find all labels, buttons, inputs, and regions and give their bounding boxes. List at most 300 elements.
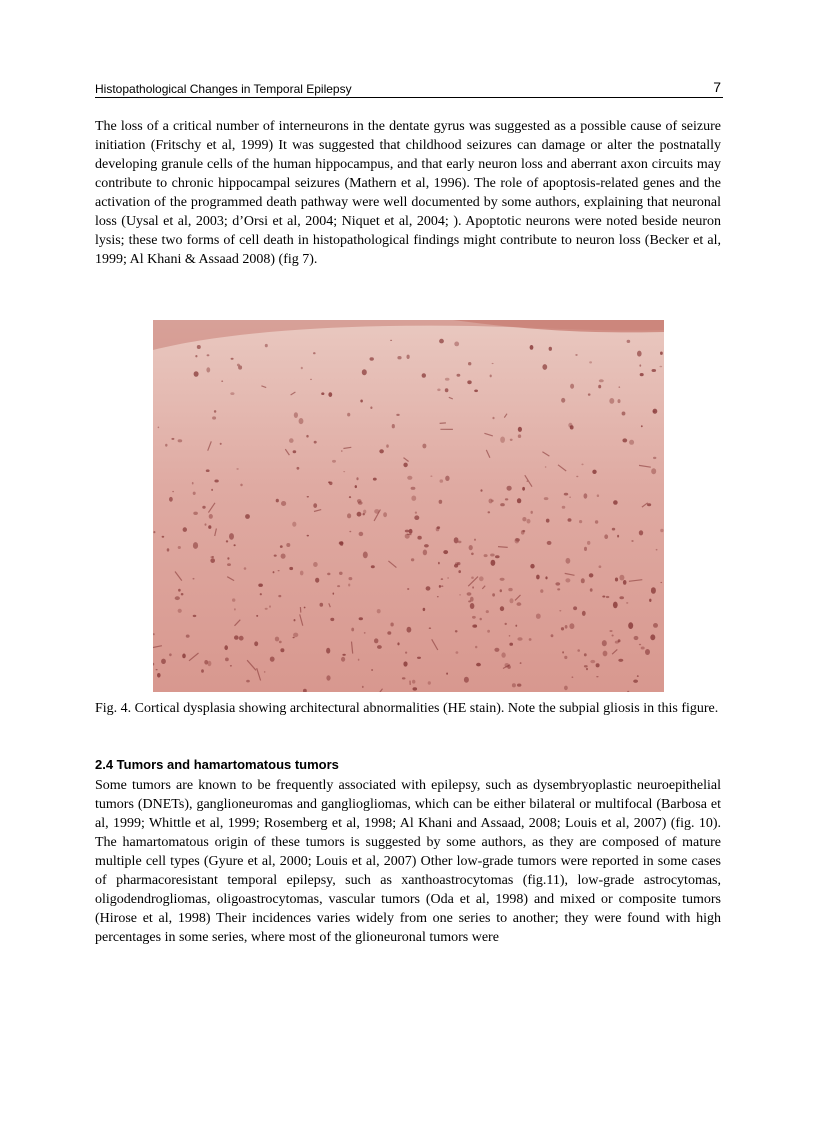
nucleus [246,680,250,683]
nucleus [639,644,641,646]
nucleus [206,469,210,472]
nucleus [307,496,309,497]
nucleus [487,630,490,633]
nucleus [472,616,476,619]
nucleus [618,639,621,642]
nucleus [584,493,588,498]
nucleus [581,578,585,583]
nucleus [494,648,499,652]
nucleus [231,358,234,360]
nucleus [443,550,448,554]
nucleus [341,450,343,452]
nucleus [239,636,244,641]
nucleus [468,362,471,365]
nucleus [210,558,215,563]
nucleus [281,554,286,559]
nucleus [492,417,494,420]
nucleus [236,468,238,469]
nucleus [292,522,296,527]
nucleus [622,412,626,416]
nucleus [310,379,312,380]
nucleus [355,485,357,488]
nucleus [564,686,568,691]
nucleus [464,677,469,683]
nucleus [479,576,484,581]
nucleus [445,378,450,381]
nucleus [505,498,508,500]
nucleus [510,439,513,441]
nucleus [402,677,406,679]
nucleus [615,578,618,582]
nucleus [522,517,526,521]
nucleus [467,380,471,384]
nucleus [587,541,590,545]
nucleus [430,476,432,477]
nucleus [480,618,482,621]
nucleus [628,622,633,629]
section-heading: 2.4 Tumors and hamartomatous tumors [95,757,339,772]
nucleus [413,687,418,690]
nucleus [579,520,582,523]
nucleus [590,660,595,663]
nucleus [281,501,286,506]
nucleus [280,648,284,652]
nucleus [417,657,421,659]
nucleus [660,352,663,355]
nucleus [645,649,650,655]
nucleus [529,638,532,641]
nucleus [500,578,505,581]
nucleus [588,393,591,395]
nucleus [229,533,234,540]
nucleus [171,438,174,440]
nucleus [313,562,318,567]
nucleus [313,352,316,354]
nucleus [276,499,279,503]
nucleus [280,545,283,548]
nucleus [156,669,158,670]
nucleus [304,607,306,609]
nucleus [332,460,336,463]
nucleus [439,500,443,504]
nucleus [500,606,504,611]
nucleus [197,345,201,349]
nucleus [265,608,268,610]
nucleus [423,550,427,556]
nucleus [178,439,183,442]
nucleus [557,588,560,590]
nucleus [501,652,505,657]
nucleus [327,573,330,576]
nucleus [517,684,521,687]
nucleus [212,556,214,558]
nucleus [584,665,588,667]
nucleus [570,425,574,429]
nucleus [490,375,492,378]
nucleus [510,598,514,603]
nucleus [407,588,409,590]
nucleus [293,450,297,453]
nucleus [234,608,236,610]
nucleus [582,611,586,616]
nucleus [351,628,354,632]
nucleus [631,540,633,542]
nucleus [457,374,461,377]
nucleus [407,355,410,359]
nucleus [244,567,247,570]
nucleus [363,510,366,514]
nucleus [457,562,460,565]
nucleus [294,412,298,418]
nucleus [515,538,520,544]
running-title: Histopathological Changes in Temporal Epilepsy [95,82,352,96]
nucleus [390,340,392,341]
nucleus [426,586,431,590]
nucleus [386,444,389,447]
nucleus [584,547,587,551]
nucleus [606,596,609,598]
nucleus [362,369,367,375]
nucleus [240,484,242,487]
nucleus [221,381,223,382]
nucleus [531,511,533,514]
nucleus [602,596,605,598]
nucleus [405,652,407,654]
nucleus [237,364,240,367]
nucleus [256,615,258,617]
nucleus [337,585,340,587]
nucleus [484,554,488,557]
nucleus [475,646,477,649]
nucleus [544,497,549,500]
nucleus [473,624,477,627]
nucleus [349,496,351,498]
nucleus [407,476,412,480]
nucleus [545,576,547,579]
nucleus [328,481,330,483]
nucleus [577,649,580,652]
nucleus [518,434,521,438]
nucleus [264,671,266,673]
nucleus [265,344,268,347]
nucleus [342,654,345,656]
histology-figure [153,320,664,692]
nucleus [617,535,619,538]
nucleus [589,361,592,363]
nucleus [509,635,511,636]
nucleus [315,578,319,583]
nucleus [379,449,384,453]
nucleus [454,342,459,347]
nucleus [417,536,421,540]
nucleus [456,651,459,654]
nucleus [509,643,513,646]
nucleus [194,371,199,377]
nucleus [491,560,496,566]
nucleus [651,587,656,594]
nucleus [599,379,604,382]
nucleus [313,503,317,508]
nucleus [651,468,656,474]
nucleus [358,659,360,661]
nucleus [468,600,471,602]
nucleus [458,570,461,573]
nucleus [562,506,566,509]
nucleus [357,512,362,517]
nucleus [634,636,639,640]
nucleus [647,503,651,506]
nucleus [565,625,568,629]
nucleus [569,497,571,498]
nucleus [275,637,279,642]
nucleus [517,498,521,503]
nucleus [626,602,628,604]
nucleus [467,592,472,595]
nucleus [495,555,500,558]
nucleus [445,476,449,481]
nucleus [422,444,426,449]
nucleus [245,514,250,519]
running-header [95,79,723,98]
nucleus [211,489,213,491]
nucleus [414,515,419,520]
nucleus [480,489,482,492]
nucleus [181,593,184,595]
nucleus [613,500,618,505]
nucleus [592,470,596,474]
nucleus [474,539,476,541]
nucleus [649,599,651,602]
nucleus [515,625,517,627]
nucleus [195,355,197,357]
nucleus [347,413,350,417]
nucleus [359,617,363,620]
nucleus [540,589,543,593]
nucleus [619,387,621,388]
nucleus [618,659,623,662]
nucleus [603,651,608,657]
nucleus [307,535,309,537]
nucleus [214,410,216,413]
body-paragraph-2: Some tumors are known to be frequently associated with epilepsy, such as dysembryoplastic neuroepithelial tumors (DNETs), ganglioneuromas and gangliogliomas, which can be either bilateral or multifocal (Barbosa et al, 1999; Whittle et al, 1999; Rosemberg et al, 1998; Al Khani and Assaad, 2008; Louis et al, 2007) (fig. 10). The hamartomatous origin of these tumors is suggested by some authors, as they are composed of mature multiple cell types (Gyure et al, 2000; Louis et al, 2007) Other low-grade tumors were reported in some cases of pharmacoresistant temporal epilepsy, such as xanthoastrocytomas (fig.11), low-grade astrocytomas, oligodendrogliomas, oligoastrocytomas, vascular tumors (Oda et al, 1998) and mixed or composite tumors (Hirose et al, 1998) Their incidences varies widely from one series to another; they were found with high percentages in some series, where most of the glioneuronal tumors were [95,778,721,945]
nucleus [476,663,481,667]
nucleus [162,536,165,538]
nucleus [230,665,232,667]
nucleus [639,530,643,535]
nucleus [530,345,534,350]
nucleus [260,593,262,595]
nucleus [522,487,525,491]
nucleus [165,444,167,447]
nucleus [546,519,550,523]
nucleus [459,594,461,595]
nucleus [640,373,644,376]
nucleus [178,609,182,613]
nucleus [565,578,570,582]
nucleus [330,618,334,621]
nucleus [328,392,332,397]
nucleus [178,589,181,592]
nucleus [423,608,426,611]
nucleus [254,641,258,646]
nucleus [439,339,444,344]
nucleus [340,541,343,546]
nucleus [599,565,602,568]
nucleus [627,340,631,343]
nucleus [289,438,294,443]
nucleus [306,435,308,438]
nucleus [564,656,567,659]
nucleus [536,614,541,619]
nucleus [258,584,263,587]
nucleus [227,557,229,559]
nucleus [193,615,197,617]
nucleus [500,589,502,592]
nucleus [641,425,643,427]
nucleus [454,537,459,543]
nucleus [536,575,540,580]
nucleus [178,546,181,549]
nucleus [559,610,561,611]
histology-micrograph [153,320,664,692]
nucleus [321,392,324,395]
nucleus [227,563,231,566]
nucleus [212,416,216,419]
nucleus [441,585,443,587]
nucleus [472,586,474,588]
nucleus [279,641,282,644]
nucleus [619,596,624,599]
nucleus [186,635,190,638]
nucleus [182,654,186,659]
nucleus [486,610,489,613]
nucleus [349,531,351,533]
nucleus [471,553,474,556]
nucleus [590,588,593,592]
nucleus [547,541,552,545]
nucleus [492,593,495,596]
nucleus [569,623,574,629]
nucleus [326,648,330,654]
nucleus [530,564,534,569]
nucleus [403,661,407,666]
nucleus [411,496,416,501]
nucleus [613,602,618,609]
nucleus [660,582,662,583]
nucleus [520,662,522,663]
nucleus [471,577,474,579]
nucleus [612,635,614,637]
nucleus [596,676,598,677]
nucleus [489,499,493,504]
nucleus [517,602,522,606]
nucleus [609,630,612,632]
nucleus [641,647,645,650]
nucleus [392,424,395,428]
nucleus [269,605,271,607]
nucleus [609,398,614,404]
nucleus [602,640,607,646]
nucleus [183,527,187,532]
nucleus [363,552,368,559]
nucleus [289,567,293,570]
nucleus [500,437,505,443]
nucleus [234,635,239,639]
nucleus [555,582,560,585]
nucleus [562,651,564,653]
nucleus [348,584,350,587]
nucleus [205,523,207,525]
nucleus [232,598,235,601]
nucleus [207,354,210,356]
nucleus [286,543,290,547]
nucleus [576,476,578,477]
nucleus [371,565,375,568]
nucleus [409,529,413,534]
nucleus [505,623,507,625]
nucleus [201,669,204,673]
nucleus [415,512,417,514]
nucleus [358,501,363,504]
nucleus [299,418,304,424]
nucleus [169,497,173,502]
nucleus [568,518,572,522]
nucleus [333,593,335,595]
nucleus [167,548,170,551]
nucleus [437,389,440,392]
nucleus [192,482,194,485]
nucleus [619,575,624,581]
nucleus [637,675,639,677]
nucleus [412,680,415,684]
nucleus [371,669,373,671]
nucleus [512,683,516,687]
nucleus [629,440,634,445]
nucleus [301,367,303,370]
nucleus [507,486,512,491]
nucleus [470,603,475,609]
nucleus [586,668,588,671]
nucleus [377,645,382,649]
nucleus [362,686,364,688]
nucleus [429,627,431,629]
nucleus [370,406,372,409]
nucleus [653,457,656,459]
neuron-process [440,423,446,424]
nucleus [349,577,353,580]
nucleus [377,609,381,613]
nucleus [374,638,378,643]
nucleus [566,558,571,564]
nucleus [397,642,399,645]
nucleus [575,354,577,355]
nucleus [440,479,444,482]
nucleus [224,645,228,650]
nucleus [545,466,547,468]
nucleus [424,544,429,547]
nucleus [175,596,180,600]
nucleus [447,578,449,579]
nucleus [561,627,564,630]
nucleus [278,570,280,571]
nucleus [581,464,583,466]
body-paragraph-1: The loss of a critical number of interneurons in the dentate gyrus was suggested as a possible cause of seizure initiation (Fritschy et al, 1999) It was suggested that childhood seizures can damage or alter the postnatally developing granule cells of the human hippocampus, and that early neuron loss and aberrant axon circuits may contribute to chronic hippocampal seizures (Mathern et al, 1996). The role of apoptosis-related genes and the activation of the programmed death pathway were well documented by some authors, explaining that neuronal loss (Uysal et al, 2003; d’Orsi et al, 2004; Niquet et al, 2004; ). Apoptotic neurons were noted beside neuron lysis; these two forms of cell death in histopathological findings might contribute to neuron loss (Becker et al, 1999; Al Khani & Assaad 2008) (fig 7). [95,119,721,267]
nucleus [474,390,478,393]
nucleus [396,414,399,416]
nucleus [622,438,627,442]
nucleus [488,511,491,513]
page-number: 7 [713,79,721,95]
